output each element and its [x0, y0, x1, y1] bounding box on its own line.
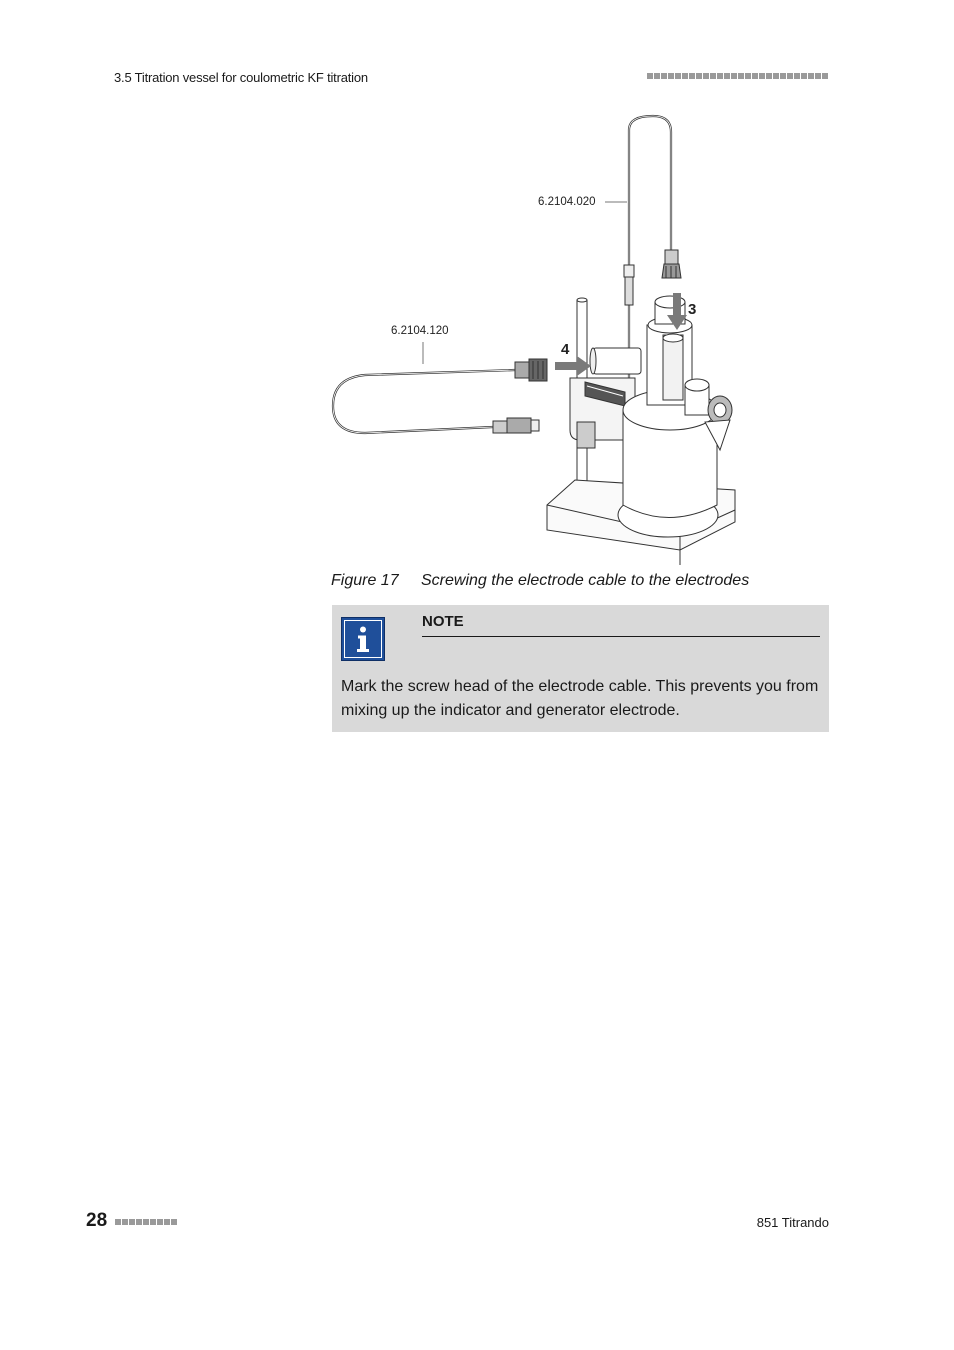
info-icon [341, 617, 385, 661]
cable-label-upper: 6.2104.020 [538, 196, 596, 208]
caption-text: Screwing the electrode cable to the electrodes [421, 572, 750, 589]
note-divider [422, 636, 820, 637]
caption-number: Figure 17 [331, 572, 399, 589]
note-box [332, 605, 829, 732]
product-name: 851 Titrando [756, 1215, 829, 1230]
electrode-illustration [325, 110, 745, 570]
cable-label-lower: 6.2104.120 [391, 325, 449, 337]
step-number-4: 4 [561, 341, 570, 358]
step-number-3: 3 [688, 301, 697, 318]
figure-caption [331, 572, 749, 590]
page-number: 28 [86, 1210, 108, 1231]
running-header: 3.5 Titration vessel for coulometric KF titration [114, 70, 368, 85]
footer-decoration [115, 1219, 177, 1225]
header-decoration [647, 73, 828, 79]
note-text: Mark the screw head of the electrode cable. This prevents you from mixing up the indicator and generator electrode. [341, 678, 819, 719]
note-title: NOTE [422, 613, 464, 630]
